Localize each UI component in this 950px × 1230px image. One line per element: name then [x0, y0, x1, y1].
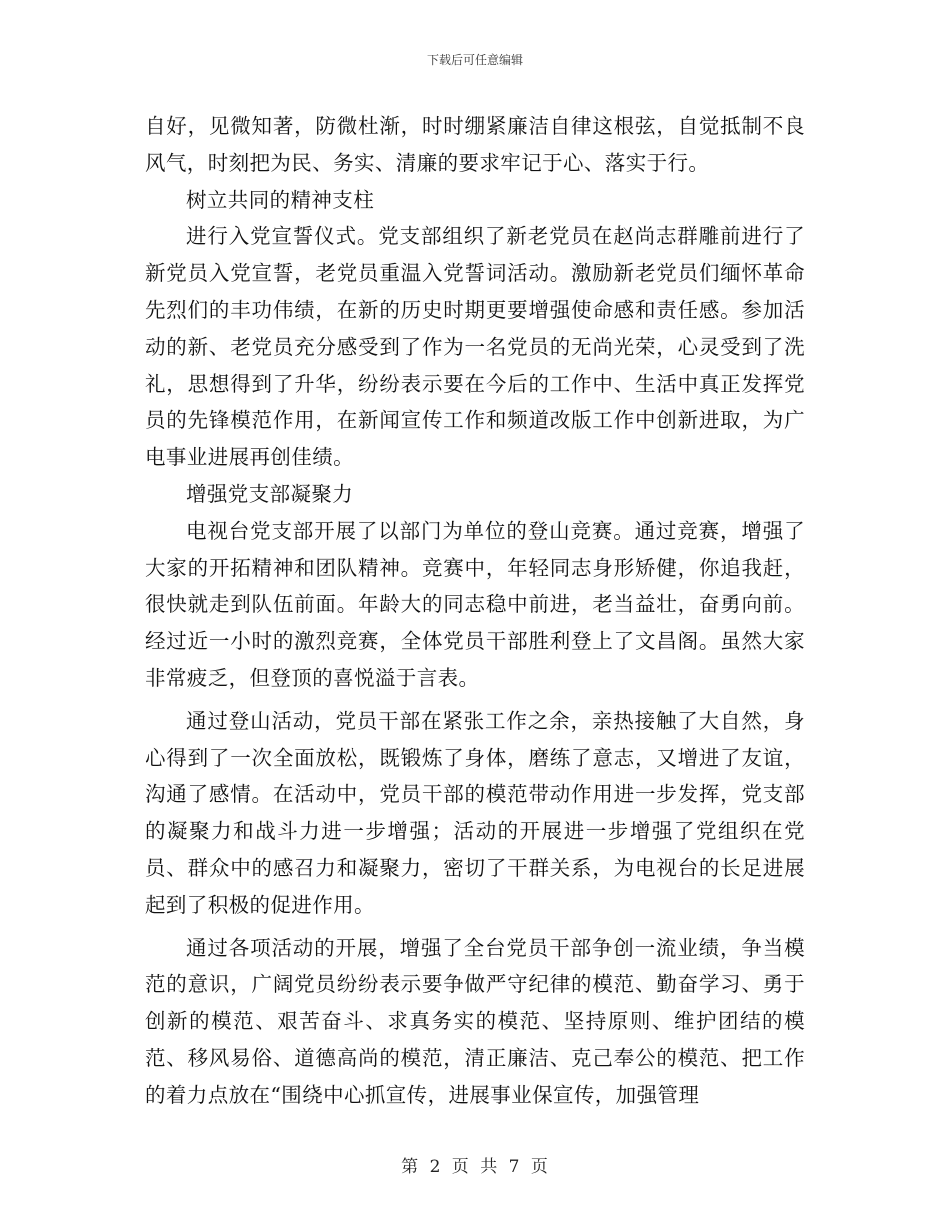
section-heading-spiritual-pillar: 树立共同的精神支柱	[186, 187, 375, 212]
paragraph-oath-ceremony: 进行入党宣誓仪式。党支部组织了新老党员在赵尚志群雕前进行了新党员入党宣誓，老党员重温入党誓词活动。激励新老党员们缅怀革命先烈们的丰功伟绩，在新的历史时期更要增强使命感和责任感。参加活动的新、老党员充分感受到了作为一名党员的无尚光荣，心灵受到了洗礼，思想得到了升华，纷纷表示要在今后的工作中、生活中真正发挥党员的先锋模范作用，在新闻宣传工作和频道改版工作中创新进取，为广电事业进展再创佳绩。	[145, 224, 805, 470]
section-heading-cohesion: 增强党支部凝聚力	[186, 481, 354, 506]
page-header: 下载后可任意编辑	[426, 53, 523, 67]
paragraph-climbing-contest: 电视台党支部开展了以部门为单位的登山竞赛。通过竞赛，增强了大家的开拓精神和团队精神。竞赛中，年轻同志身形矫健，你追我赶，很快就走到队伍前面。年龄大的同志稳中前进，老当益壮，奋勇向前。经过近一小时的激烈竞赛，全体党员干部胜利登上了文昌阁。虽然大家非常疲乏，但登顶的喜悦溢于言表。	[145, 518, 805, 690]
paragraph-activities-summary: 通过各项活动的开展，增强了全台党员干部争创一流业绩，争当模范的意识，广阔党员纷纷表示要争做严守纪律的模范、勤奋学习、勇于创新的模范、艰苦奋斗、求真务实的模范、坚持原则、维护团结的模范、移风易俗、道德高尚的模范，清正廉洁、克己奉公的模范、把工作的着力点放在“围绕中心抓宣传，进展事业保宣传，加强管理	[145, 935, 805, 1107]
paragraph-climbing-results: 通过登山活动，党员干部在紧张工作之余，亲热接触了大自然，身心得到了一次全面放松，既锻炼了身体，磨练了意志，又增进了友谊，沟通了感情。在活动中，党员干部的模范带动作用进一步发挥，党支部的凝聚力和战斗力进一步增强；活动的开展进一步增强了党组织在党员、群众中的感召力和凝聚力，密切了干群关系，为电视台的长足进展起到了积极的促进作用。	[145, 708, 805, 917]
page-number-footer: 第 2 页 共 7 页	[401, 1157, 549, 1177]
paragraph-continued: 自好，见微知著，防微杜渐，时时绷紧廉洁自律这根弦，自觉抵制不良风气，时刻把为民、务实、清廉的要求牢记于心、落实于行。	[145, 114, 805, 175]
document-body	[145, 108, 805, 1114]
